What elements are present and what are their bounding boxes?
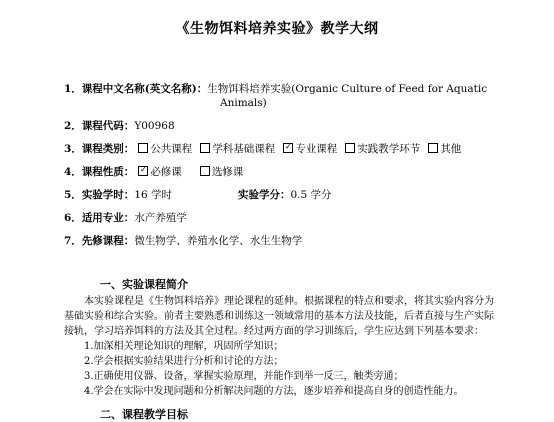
item-number: 1． xyxy=(64,83,82,95)
checked-box-icon xyxy=(283,143,293,153)
credit-value: 0.5 学分 xyxy=(290,189,332,201)
item-prerequisites xyxy=(64,234,302,248)
section-heading: 二、课程教学目标 xyxy=(100,408,188,421)
unchecked-box-icon xyxy=(345,143,355,153)
item-label: 课程性质： xyxy=(81,166,135,178)
requirement-item: 3.正确使用仪器、设备，掌握实验原理，并能作到举一反三，触类旁通； xyxy=(84,371,404,382)
credit-label: 实验学分： xyxy=(238,189,291,201)
item-number: 3． xyxy=(64,143,82,155)
item-value: 16 学时 xyxy=(134,189,173,201)
checkbox-option xyxy=(134,143,192,155)
item-value: Y00968 xyxy=(134,120,175,132)
document-title: 《生物饵料培养实验》教学大纲 xyxy=(175,21,379,37)
item-credits xyxy=(238,188,332,202)
checkbox-option xyxy=(196,143,275,155)
item-label: 课程类别： xyxy=(81,143,135,155)
requirement-item: 1.加深相关理论知识的理解，巩固所学知识； xyxy=(84,341,284,352)
item-value: 微生物学、养殖水化学、水生生物学 xyxy=(134,235,303,247)
item-number: 6． xyxy=(64,212,82,224)
nature-options xyxy=(134,166,257,178)
item-label: 课程代码： xyxy=(81,120,135,132)
checkbox-option xyxy=(341,143,420,155)
checkbox-option xyxy=(134,166,182,178)
unchecked-box-icon xyxy=(428,143,438,153)
unchecked-box-icon xyxy=(200,166,210,176)
paragraph-line: 接轨，学习培养饵料的方法及其全过程。经过两方面的学习训练后，学生应达到下列基本要求： xyxy=(64,326,484,337)
item-label: 课程中文名称(英文名称)： xyxy=(81,83,208,95)
item-course-category xyxy=(64,142,465,156)
checkbox-label: 其他 xyxy=(440,143,462,155)
unchecked-box-icon xyxy=(200,143,210,153)
requirement-item: 2.学会根据实验结果进行分析和讨论的方法； xyxy=(84,356,284,367)
item-number: 2． xyxy=(64,120,82,132)
checkbox-label: 公共课程 xyxy=(150,143,193,155)
item-value: 水产养殖学 xyxy=(134,212,187,224)
category-options xyxy=(134,143,465,155)
checkbox-label: 专业课程 xyxy=(295,143,338,155)
item-course-name-cont: Animals) xyxy=(220,97,267,109)
checkbox-label: 学科基础课程 xyxy=(212,143,276,155)
item-course-code xyxy=(64,119,175,133)
item-course-name xyxy=(64,82,487,96)
paragraph-line: 基础实验和综合实验。前者主要熟悉和训练这一领域常用的基本方法及技能，后者直接与生产实际 xyxy=(64,311,494,322)
checkbox-label: 实践教学环节 xyxy=(357,143,421,155)
item-label: 实验学时： xyxy=(81,189,135,201)
item-number: 4． xyxy=(64,166,82,178)
item-major xyxy=(64,211,187,225)
item-hours xyxy=(64,188,172,202)
requirement-item: 4.学会在实际中发现问题和分析解决问题的方法，逐步培养和提高自身的创造性能力。 xyxy=(84,386,464,397)
checkbox-label: 选修课 xyxy=(211,166,244,178)
item-course-nature xyxy=(64,165,257,179)
paragraph-line: 本实验课程是《生物饵料培养》理论课程的延伸。根据课程的特点和要求，将其实验内容分为 xyxy=(84,296,494,307)
section-heading: 一、实验课程简介 xyxy=(100,278,188,291)
item-label: 适用专业： xyxy=(81,212,135,224)
item-label: 先修课程： xyxy=(81,235,135,247)
item-number: 7． xyxy=(64,235,82,247)
item-value: 生物饵料培养实验(Organic Culture of Feed for Aquatic xyxy=(207,83,488,95)
checked-box-icon xyxy=(138,166,148,176)
checkbox-option xyxy=(279,143,337,155)
checkbox-label: 必修课 xyxy=(150,166,182,178)
unchecked-box-icon xyxy=(138,143,148,153)
checkbox-option xyxy=(424,143,461,155)
checkbox-option xyxy=(196,166,244,178)
item-number: 5． xyxy=(64,189,82,201)
